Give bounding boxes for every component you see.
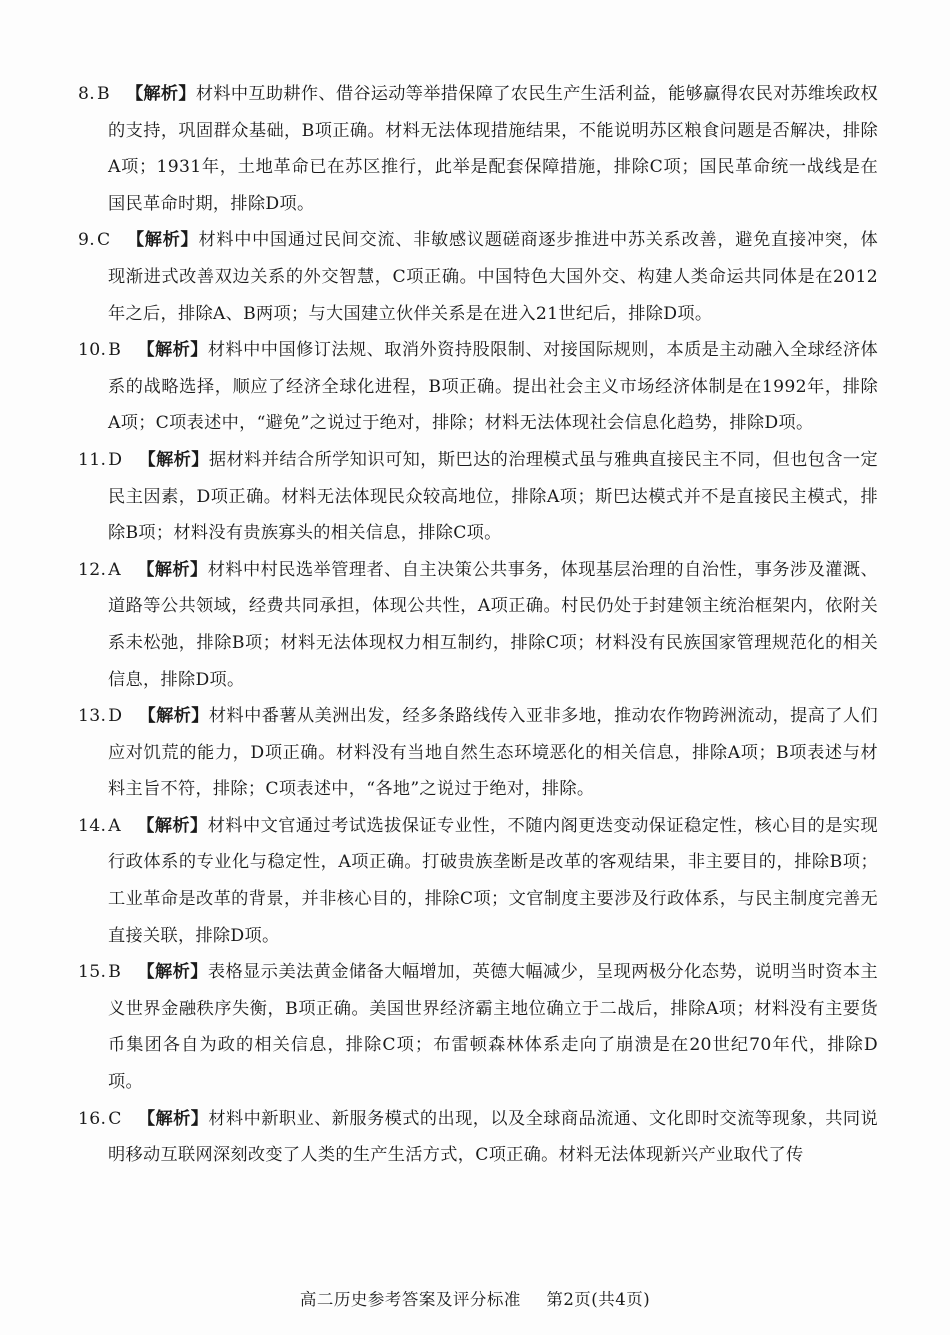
answer-item-11: [78, 442, 878, 552]
analysis-tag: 【解析】: [125, 84, 196, 104]
question-number: 11.: [78, 449, 107, 470]
question-number: 12.: [78, 559, 107, 580]
analysis-tag: 【解析】: [137, 1108, 209, 1129]
analysis-tag: 【解析】: [138, 449, 209, 470]
answer-letter: A: [108, 559, 121, 580]
analysis-text: 材料中中国修订法规、取消外资持股限制、对接国际规则，本质是主动融入全球经济体系的战略选择，顺应了经济全球化进程，B项正确。提出社会主义市场经济体制是在1992年，排除A项；C项表述中，“避免”之说过于绝对，排除；材料无法体现社会信息化趋势，排除D项。: [108, 340, 879, 434]
answer-letter: C: [97, 230, 111, 251]
analysis-tag: 【解析】: [137, 340, 208, 361]
answer-letter: D: [108, 449, 123, 470]
analysis-tag: 【解析】: [136, 815, 208, 836]
analysis-text: 据材料并结合所学知识可知，斯巴达的治理模式虽与雅典直接民主不同，但也包含一定民主因素，D项正确。材料无法体现民众较高地位，排除A项；斯巴达模式并不是直接民主模式，排除B项；材料没有贵族寡头的相关信息，排除C项。: [108, 449, 879, 544]
analysis-text: 材料中中国通过民间交流、非敏感议题磋商逐步推进中苏关系改善，避免直接冲突，体现渐进式改善双边关系的外交智慧，C项正确。中国特色大国外交、构建人类命运共同体是在2012年之后，排除A、B两项；与大国建立伙伴关系是在进入21世纪后，排除D项。: [108, 230, 878, 324]
analysis-text: 材料中村民选举管理者、自主决策公共事务，体现基层治理的自治性，事务涉及灌溉、道路等公共领域，经费共同承担，体现公共性，A项正确。村民仍处于封建领主统治框架内，依附关系未松弛，排除B项；材料无法体现权力相互制约，排除C项；材料没有民族国家管理规范化的相关信息，排除D项。: [108, 559, 878, 690]
analysis-text: 材料中番薯从美洲出发，经多条路线传入亚非多地，推动农作物跨洲流动，提高了人们应对饥荒的能力，D项正确。材料没有当地自然生态环境恶化的相关信息，排除A项；B项表述与材料主旨不符，排除；C项表述中，“各地”之说过于绝对，排除。: [108, 706, 879, 800]
answer-letter: D: [108, 706, 123, 727]
answer-item-10: [78, 332, 878, 442]
analysis-tag: 【解析】: [137, 962, 208, 983]
answer-letter: C: [108, 1108, 122, 1129]
answer-item-15: [78, 954, 878, 1100]
question-number: 8.: [78, 84, 95, 104]
answer-item-13: [78, 698, 878, 808]
answer-letter: B: [108, 962, 122, 983]
answer-item-8: [78, 76, 878, 222]
answer-item-16: [78, 1101, 878, 1174]
analysis-tag: 【解析】: [136, 559, 208, 580]
footer-doc-title: 高二历史参考答案及评分标准: [299, 1290, 521, 1309]
question-number: 16.: [78, 1108, 107, 1129]
answer-item-12: [78, 552, 878, 698]
analysis-text: 材料中互助耕作、借谷运动等举措保障了农民生产生活利益，能够赢得农民对苏维埃政权的支持，巩固群众基础，B项正确。材料无法体现措施结果，不能说明苏区粮食问题是否解决，排除A项；1931年，土地革命已在苏区推行，此举是配套保障措施，排除C项；国民革命统一战线是在国民革命时期，排除D项。: [108, 84, 879, 214]
answer-item-14: [78, 808, 878, 954]
question-number: 9.: [78, 230, 95, 251]
analysis-tag: 【解析】: [138, 706, 209, 727]
analysis-text: 表格显示美法黄金储备大幅增加，英德大幅减少，呈现两极分化态势，说明当时资本主义世界金融秩序失衡，B项正确。美国世界经济霸主地位确立于二战后，排除A项；材料没有主要货币集团各自为政的相关信息，排除C项；布雷顿森林体系走向了崩溃是在20世纪70年代，排除D项。: [108, 962, 879, 1093]
question-number: 14.: [78, 815, 107, 836]
question-number: 10.: [78, 340, 107, 361]
page-footer: [0, 1286, 950, 1310]
analysis-text: 材料中文官通过考试选拔保证专业性，不随内阁更迭变动保证稳定性，核心目的是实现行政体系的专业化与稳定性，A项正确。打破贵族垄断是改革的客观结果，非主要目的，排除B项；工业革命是改革的背景，并非核心目的，排除C项；文官制度主要涉及行政体系，与民主制度完善无直接关联，排除D项。: [108, 815, 878, 946]
question-number: 15.: [78, 962, 107, 983]
answer-letter: B: [108, 340, 122, 361]
answer-list: [78, 76, 878, 1174]
analysis-text: 材料中新职业、新服务模式的出现，以及全球商品流通、文化即时交流等现象，共同说明移动互联网深刻改变了人类的生产生活方式，C项正确。材料无法体现新兴产业取代了传: [108, 1108, 879, 1166]
footer-page-info: 第2页(共4页): [546, 1290, 651, 1309]
answer-letter: B: [97, 84, 110, 104]
question-number: 13.: [78, 706, 107, 727]
analysis-tag: 【解析】: [126, 230, 199, 251]
answer-letter: A: [108, 815, 121, 836]
answer-item-9: [78, 222, 878, 332]
